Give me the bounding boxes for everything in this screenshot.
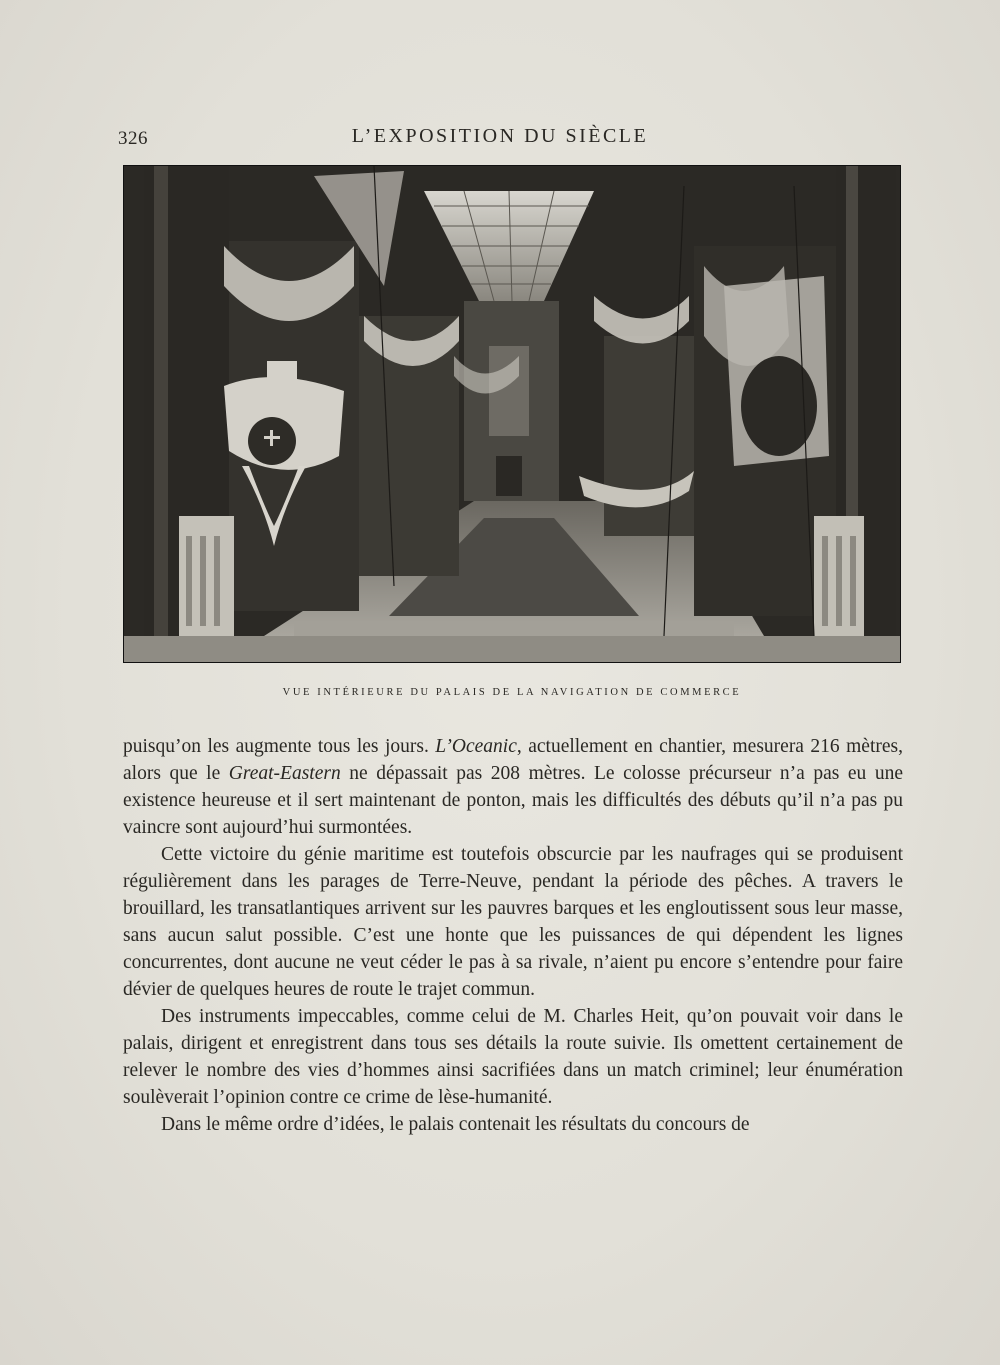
body-text <box>123 733 903 1138</box>
ship-name-great-eastern: Great-Eastern <box>228 763 341 784</box>
page-number: 326 <box>118 128 148 149</box>
paragraph-4: Dans le même ordre d’idées, le palais contenait les résultats du concours de <box>161 1114 750 1135</box>
figure-caption: VUE INTÉRIEURE DU PALAIS DE LA NAVIGATION DE COMMERCE <box>282 687 742 698</box>
paragraph-2: Cette victoire du génie maritime est toutefois obscurcie par les naufrages qui se produisent régulièrement dans les parages de Terre-Neuve, pendant la période des pêches. A travers le brouillard, les transatlantiques arrivent sur les pauvres barques et les engloutissent sous leur masse, sans aucun salut possible. C’est une honte que les puissances de qui dépendent les lignes concurrentes, dont aucune ne veut céder le pas à sa rivale, n’aient pu encore s’entendre pour faire dévier de quelques heures de route le trajet commun. <box>123 844 903 1000</box>
paragraph-1: puisqu’on les augmente tous les jours. L’Oceanic, actuellement en chantier, mesurera 216 mètres, alors que le Great-Eastern ne dépassait pas 208 mètres. Le colosse précurseur n’a pas eu une existence heureuse et il sert maintenant de ponton, mais les difficultés des débuts qu’il n’a pas pu vaincre sont aujourd’hui surmontées. <box>123 736 903 838</box>
exhibition-hall-photo <box>124 166 900 662</box>
ship-name-oceanic: L’Oceanic <box>435 736 517 757</box>
halftone-photograph <box>123 165 901 663</box>
running-title: L’EXPOSITION DU SIÈCLE <box>351 125 649 147</box>
paragraph-3: Des instruments impeccables, comme celui de M. Charles Heit, qu’on pouvait voir dans le palais, dirigent et enregistrent dans tous ses détails la route suivie. Ils omettent certainement de relever le nombre des vies d’hommes ainsi sacrifiées dans un match criminel; leur énumération soulèverait l’opinion contre ce crime de lèse-humanité. <box>123 1006 903 1108</box>
